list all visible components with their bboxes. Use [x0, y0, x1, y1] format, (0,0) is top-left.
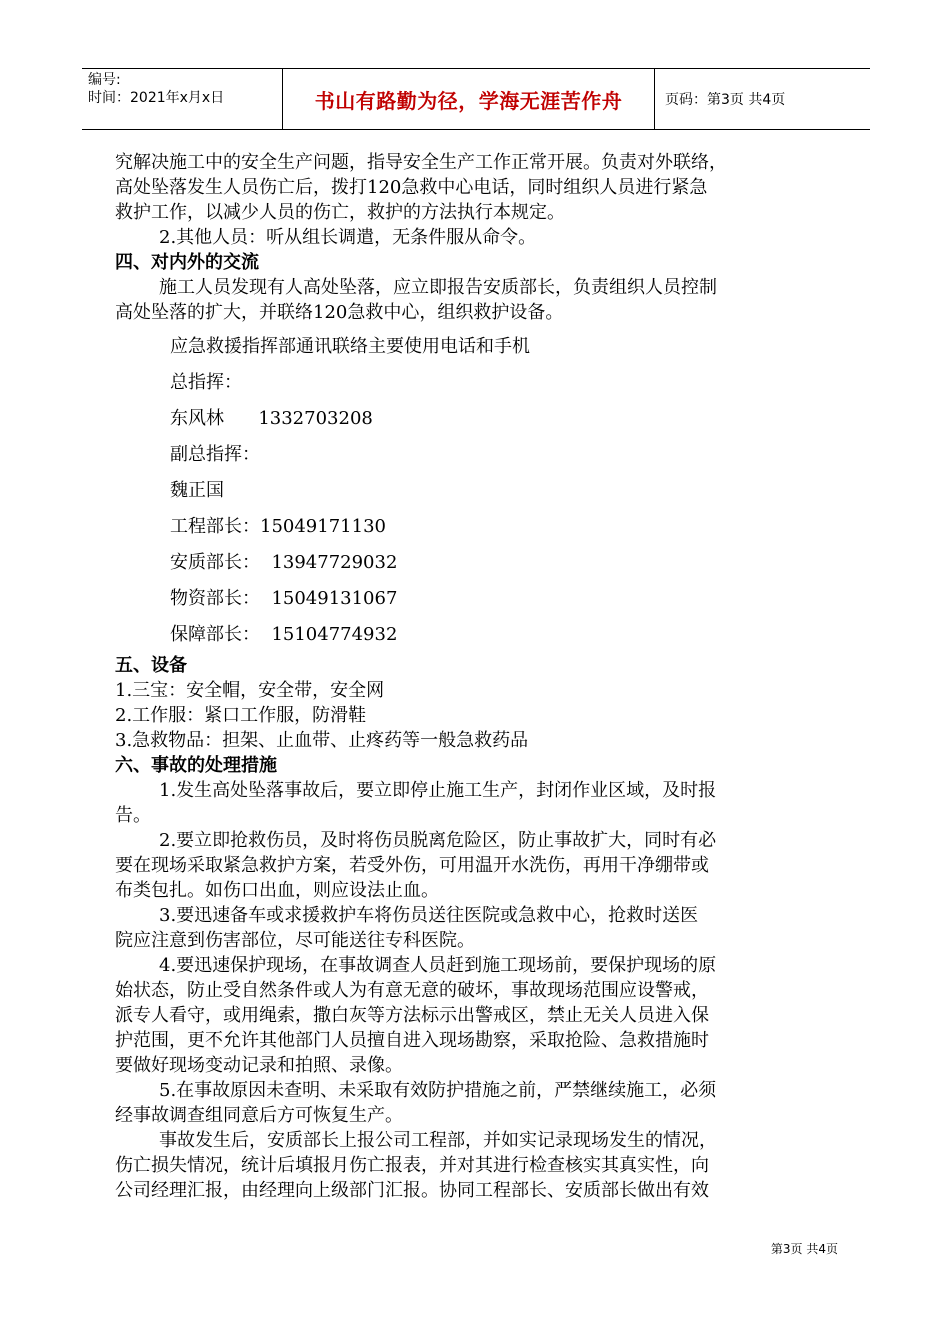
contact-intro: 应急救援指挥部通讯联络主要使用电话和手机 — [170, 336, 530, 357]
body-line: 院应注意到伤害部位，尽可能送往专科医院。 — [115, 930, 475, 951]
body-line: 公司经理汇报，由经理向上级部门汇报。协同工程部长、安质部长做出有效 — [115, 1180, 709, 1201]
body-line: 3.要迅速备车或求援救护车将伤员送往医院或急救中心，抢救时送医 — [159, 905, 699, 926]
document-number-label: 编号: — [88, 72, 121, 88]
list-item: 2.其他人员：听从组长调遣，无条件服从命令。 — [159, 227, 537, 248]
body-line: 要在现场采取紧急救护方案，若受外伤，可用温开水洗伤，再用干净绷带或 — [115, 855, 709, 876]
contact-entry: 物资部长： 15049131067 — [170, 588, 398, 609]
body-line: 派专人看守，或用绳索，撒白灰等方法标示出警戒区，禁止无关人员进入保 — [115, 1005, 709, 1026]
body-line: 告。 — [115, 805, 151, 826]
list-item: 1.三宝：安全帽，安全带，安全网 — [115, 680, 385, 701]
header-page-number: 页码：第3页 共4页 — [654, 69, 870, 129]
body-line: 4.要迅速保护现场，在事故调查人员赶到施工现场前，要保护现场的原 — [159, 955, 717, 976]
list-item: 3.急救物品：担架、止血带、止疼药等一般急救药品 — [115, 730, 529, 751]
body-line: 救护工作，以减少人员的伤亡，救护的方法执行本规定。 — [115, 202, 565, 223]
body-line: 2.要立即抢救伤员，及时将伤员脱离危险区，防止事故扩大，同时有必 — [159, 830, 717, 851]
page-footer: 第3页 共4页 — [770, 1242, 838, 1256]
body-line: 1.发生高处坠落事故后，要立即停止施工生产，封闭作业区域，及时报 — [159, 780, 717, 801]
contact-entry: 工程部长：15049171130 — [170, 516, 386, 537]
document-date-label: 时间：2021年x月x日 — [88, 90, 225, 106]
contact-entry: 保障部长： 15104774932 — [170, 624, 398, 645]
body-line: 布类包扎。如伤口出血，则应设法止血。 — [115, 880, 439, 901]
body-line: 高处坠落的扩大，并联络120急救中心，组织救护设备。 — [115, 302, 564, 323]
header-motto: 书山有路勤为径，学海无涯苦作舟 — [282, 69, 654, 129]
contact-entry: 东风林 1332703208 — [170, 408, 373, 429]
body-line: 始状态，防止受自然条件或人为有意无意的破坏，事故现场范围应设警戒， — [115, 980, 709, 1001]
body-line: 伤亡损失情况，统计后填报月伤亡报表，并对其进行检查核实其真实性，向 — [115, 1155, 709, 1176]
body-line: 护范围，更不允许其他部门人员擅自进入现场勘察，采取抢险、急救措施时 — [115, 1030, 709, 1051]
section-heading: 六、事故的处理措施 — [115, 755, 277, 776]
section-heading: 五、设备 — [115, 655, 187, 676]
body-line: 经事故调查组同意后方可恢复生产。 — [115, 1105, 403, 1126]
contact-entry: 魏正国 — [170, 480, 224, 501]
body-line: 要做好现场变动记录和拍照、录像。 — [115, 1055, 403, 1076]
header-meta — [82, 69, 282, 129]
contact-entry: 安质部长： 13947729032 — [170, 552, 398, 573]
contact-list — [115, 329, 845, 653]
body-line: 事故发生后，安质部长上报公司工程部，并如实记录现场发生的情况， — [159, 1130, 717, 1151]
document-body — [115, 150, 845, 1203]
section-heading: 四、对内外的交流 — [115, 252, 259, 273]
body-line: 施工人员发现有人高处坠落，应立即报告安质部长，负责组织人员控制 — [159, 277, 717, 298]
contact-role: 总指挥： — [170, 372, 242, 393]
body-line: 高处坠落发生人员伤亡后，拨打120急救中心电话，同时组织人员进行紧急 — [115, 177, 708, 198]
body-line: 究解决施工中的安全生产问题，指导安全生产工作正常开展。负责对外联络， — [115, 152, 727, 173]
list-item: 2.工作服：紧口工作服，防滑鞋 — [115, 705, 367, 726]
body-line: 5.在事故原因未查明、未采取有效防护措施之前，严禁继续施工，必须 — [159, 1080, 717, 1101]
contact-role: 副总指挥： — [170, 444, 260, 465]
page-header — [82, 68, 870, 130]
